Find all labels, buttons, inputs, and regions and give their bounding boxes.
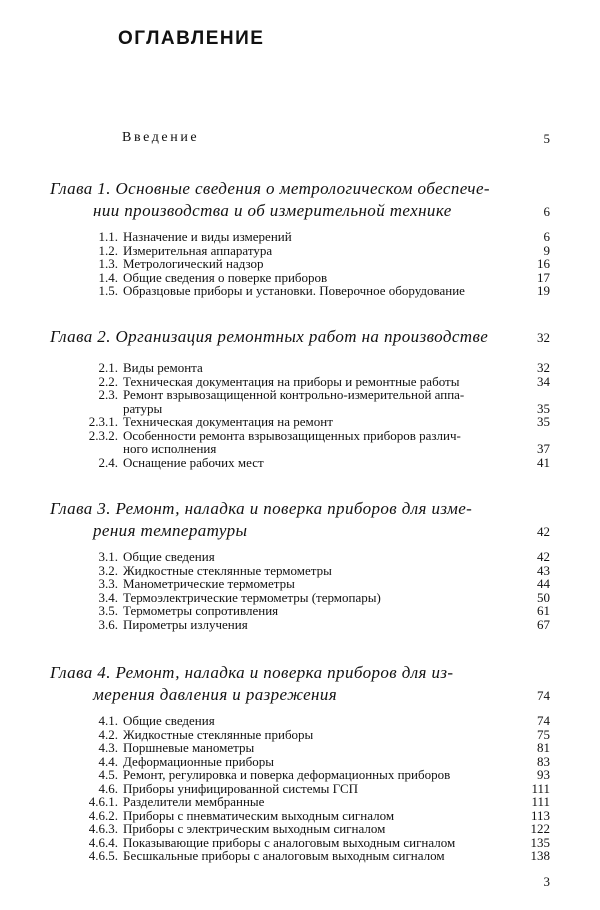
section-title: Техническая документация на приборы и ремонтные работы — [123, 373, 460, 389]
toc-section-row — [0, 361, 600, 375]
toc-section-row — [0, 456, 600, 470]
section-page: 32 — [537, 360, 550, 375]
chapter-title-line1: Глава 3. Ремонт, наладка и поверка приборов для изме- — [50, 499, 473, 518]
toc-section-row — [0, 577, 600, 591]
section-page: 113 — [530, 807, 550, 823]
chapter-heading — [50, 326, 510, 348]
section-number: 4.6.1. — [88, 794, 118, 809]
section-page: 9 — [543, 242, 550, 258]
chapter-page: 32 — [537, 330, 550, 345]
toc-section-row — [0, 836, 600, 850]
section-title: Жидкостные стеклянные приборы — [123, 726, 314, 742]
section-page: 135 — [530, 834, 550, 850]
section-title: ратуры — [123, 400, 163, 416]
section-page: 41 — [537, 454, 550, 470]
section-number: 4.6. — [98, 780, 118, 796]
chapter-title-line2: мерения давления и разрежения — [93, 685, 338, 704]
section-title: Ремонт взрывозащищенной контрольно-измерительной аппа- — [123, 387, 465, 402]
section-page: 17 — [537, 269, 550, 285]
section-title: Показывающие приборы с аналоговым выходным сигналом — [123, 834, 456, 850]
toc-section-row — [0, 402, 600, 416]
section-number: 3.6. — [98, 616, 118, 632]
toc-section-row — [0, 415, 600, 429]
section-number: 3.1. — [98, 549, 118, 564]
toc-section-row — [0, 550, 600, 564]
section-number: 2.4. — [98, 454, 118, 470]
section-number: 1.2. — [98, 242, 118, 258]
toc-section-row — [0, 618, 600, 632]
chapter-title-line1: Глава 2. Организация ремонтных работ на производстве — [50, 327, 489, 346]
section-title: Приборы с электрическим выходным сигналом — [123, 821, 386, 836]
chapter-page: 74 — [537, 688, 550, 703]
section-title: Жидкостные стеклянные термометры — [123, 562, 332, 578]
section-page: 67 — [537, 616, 550, 632]
section-title: Назначение и виды измерений — [123, 229, 292, 244]
section-title: Ремонт, регулировка и поверка деформационных приборов — [123, 767, 451, 782]
section-title: Виды ремонта — [123, 360, 203, 375]
section-number: 4.2. — [98, 726, 118, 742]
section-number: 3.4. — [98, 589, 118, 605]
section-number: 4.3. — [98, 740, 118, 755]
section-number: 2.3.2. — [88, 427, 118, 443]
toc-section-row — [0, 728, 600, 742]
section-title: ного исполнения — [123, 441, 217, 456]
toc-section-row — [0, 782, 600, 796]
section-number: 1.4. — [98, 269, 118, 285]
toc-section-row — [0, 284, 600, 298]
section-title: Общие сведения — [123, 713, 215, 728]
page-number: 3 — [543, 874, 550, 889]
section-title: Термоэлектрические термометры (термопары) — [123, 589, 381, 605]
chapter-heading — [50, 498, 510, 542]
toc-section-row — [0, 257, 600, 271]
section-page: 16 — [537, 256, 550, 271]
section-number: 1.5. — [98, 283, 118, 298]
section-number: 1.1. — [98, 229, 118, 244]
section-title: Приборы унифицированной системы ГСП — [123, 780, 359, 796]
section-page: 93 — [537, 767, 550, 782]
section-title: Общие сведения — [123, 549, 215, 564]
section-title: Поршневые манометры — [123, 740, 255, 755]
section-title: Образцовые приборы и установки. Поверочное оборудование — [123, 283, 465, 298]
toc-section-row — [0, 429, 600, 443]
section-title: Оснащение рабочих мест — [123, 454, 264, 470]
section-number: 3.3. — [98, 576, 118, 591]
section-title: Особенности ремонта взрывозащищенных приборов различ- — [123, 427, 461, 443]
section-number: 4.5. — [98, 767, 118, 782]
page-title: ОГЛАВЛЕНИЕ — [118, 28, 265, 49]
section-title: Бесшкальные приборы с аналоговым выходным сигналом — [123, 848, 445, 863]
section-number: 2.1. — [98, 360, 118, 375]
section-number: 4.6.5. — [88, 848, 118, 863]
toc-section-row — [0, 604, 600, 618]
toc-section-row — [0, 375, 600, 389]
toc-section-row — [0, 741, 600, 755]
section-title: Термометры сопротивления — [123, 603, 279, 618]
section-page: 44 — [537, 576, 550, 591]
section-page: 6 — [543, 229, 550, 244]
chapter-title-line1: Глава 4. Ремонт, наладка и поверка приборов для из- — [50, 663, 454, 682]
toc-section-row — [0, 714, 600, 728]
section-title: Разделители мембранные — [123, 794, 265, 809]
toc-section-row — [0, 822, 600, 836]
toc-section-row — [0, 809, 600, 823]
section-number: 4.6.4. — [88, 834, 118, 850]
section-page: 50 — [537, 589, 550, 605]
section-page: 35 — [537, 400, 550, 416]
section-number: 4.6.2. — [88, 807, 118, 823]
section-page: 111 — [531, 794, 550, 809]
toc-section-row — [0, 849, 600, 863]
section-title: Манометрические термометры — [123, 576, 295, 591]
section-page: 43 — [537, 562, 550, 578]
toc-section-row — [0, 564, 600, 578]
section-page: 138 — [530, 848, 550, 863]
section-page: 37 — [537, 441, 550, 456]
section-number: 4.1. — [98, 713, 118, 728]
section-title: Общие сведения о поверке приборов — [123, 269, 328, 285]
toc-section-row — [0, 768, 600, 782]
section-title: Деформационные приборы — [123, 753, 274, 769]
section-page: 42 — [537, 549, 550, 564]
section-title: Техническая документация на ремонт — [123, 414, 333, 429]
toc-section-row — [0, 244, 600, 258]
toc-section-row — [0, 230, 600, 244]
section-number: 3.5. — [98, 603, 118, 618]
section-page: 61 — [537, 603, 550, 618]
section-title: Измерительная аппаратура — [123, 242, 273, 258]
section-number: 4.4. — [98, 753, 118, 769]
section-title: Метрологический надзор — [123, 256, 264, 271]
toc-intro-label: Введение — [122, 130, 200, 145]
section-number: 3.2. — [98, 562, 118, 578]
toc-section-row — [0, 388, 600, 402]
chapter-title-line2: рения температуры — [93, 521, 248, 540]
toc-intro-page: 5 — [543, 131, 550, 146]
toc-section-row — [0, 591, 600, 605]
toc-section-row — [0, 755, 600, 769]
section-page: 83 — [537, 753, 550, 769]
section-page: 122 — [530, 821, 550, 836]
section-page: 34 — [537, 373, 550, 389]
chapter-page: 6 — [543, 204, 550, 219]
section-page: 74 — [537, 713, 550, 728]
section-number: 2.3.1. — [88, 414, 118, 429]
section-title: Приборы с пневматическим выходным сигналом — [123, 807, 395, 823]
toc-section-row — [0, 442, 600, 456]
section-number: 2.3. — [98, 387, 118, 402]
section-number: 4.6.3. — [88, 821, 118, 836]
chapter-page: 42 — [537, 524, 550, 539]
chapter-title-line1: Глава 1. Основные сведения о метрологическом обеспече- — [50, 179, 490, 198]
section-page: 35 — [537, 414, 550, 429]
section-title: Пирометры излучения — [123, 616, 248, 632]
section-page: 81 — [537, 740, 550, 755]
chapter-heading — [50, 662, 510, 706]
toc-section-row — [0, 271, 600, 285]
section-page: 111 — [531, 780, 550, 796]
chapter-title-line2: нии производства и об измерительной технике — [93, 201, 452, 220]
section-number: 2.2. — [98, 373, 118, 389]
chapter-heading — [50, 178, 510, 222]
toc-section-row — [0, 795, 600, 809]
section-page: 75 — [537, 726, 550, 742]
section-page: 19 — [537, 283, 550, 298]
section-number: 1.3. — [98, 256, 118, 271]
